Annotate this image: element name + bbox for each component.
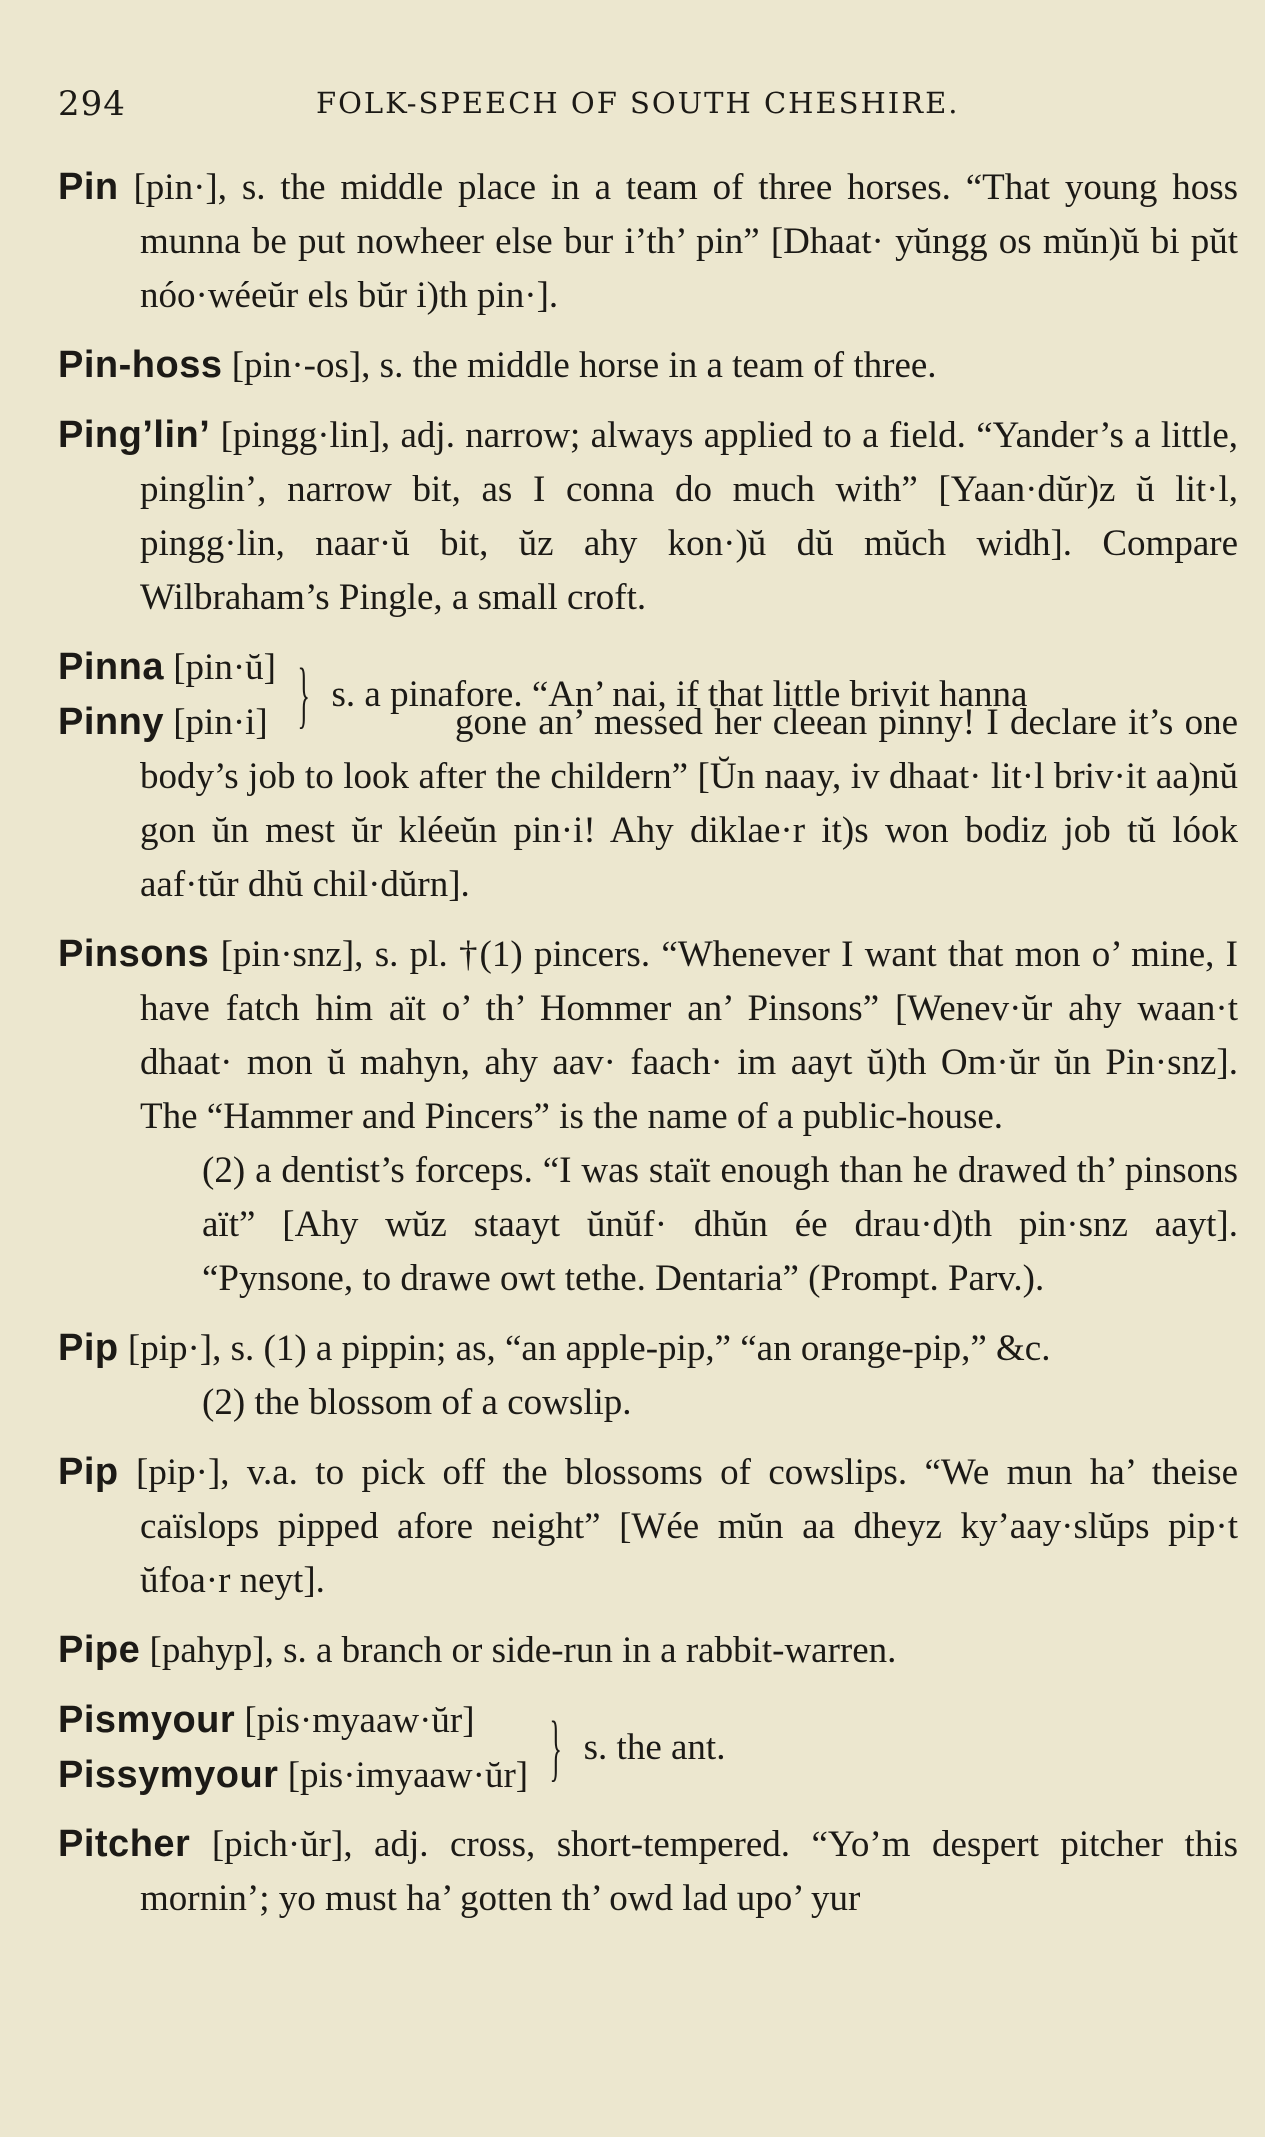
dictionary-entry xyxy=(58,1817,1238,1926)
pronunciation: [pin·i] xyxy=(173,702,268,743)
entry-text: [pahyp], s. a branch or side-run in a rabbit-warren. xyxy=(149,1630,897,1671)
dictionary-entry xyxy=(58,1321,1238,1430)
headword: Pip xyxy=(58,1451,119,1493)
brace-glyph: } xyxy=(297,654,310,736)
dictionary-entry-pair xyxy=(58,1693,1238,1803)
headword: Pin xyxy=(58,166,119,208)
entry-continuation xyxy=(58,696,1238,912)
dictionary-entry xyxy=(58,160,1238,323)
headword: Pinny xyxy=(58,701,164,743)
dictionary-entry xyxy=(58,1623,1238,1678)
pronunciation: [pin·ŭ] xyxy=(173,647,276,688)
headword: Ping’lin’ xyxy=(58,414,211,456)
entry-text: [pin·], s. the middle place in a team of three horses. “That young hoss munna be put nowheer else bur i’th’ pin” [Dhaat· yŭngg os mŭn)ŭ bi pŭt nóo·wéeŭr els bŭr i)th pin·]. xyxy=(133,167,1238,316)
entry-text: [pingg·lin], adj. narrow; always applied to a field. “Yander’s a little, pinglin’, narrow bit, as I conna do much with” [Yaan·dŭr)z ŭ lit·l, pingg·lin, naar·ŭ bit, ŭz ahy kon·)ŭ dŭ mŭch widh]. Compare Wilbraham’s Pingle, a small croft. xyxy=(140,415,1239,618)
headword: Pitcher xyxy=(58,1823,191,1865)
headword: Pismyour xyxy=(58,1699,236,1741)
entry-sense-2: (2) a dentist’s forceps. “I was staït enough than he drawed th’ pinsons aït” [Ahy wŭz staayt ŭnŭf· dhŭn ée drau·d)th pin·snz aayt]. “Pynsone, to drawe owt tethe. Dentaria” (Prompt. Parv.). xyxy=(202,1150,1238,1299)
headword: Pinsons xyxy=(58,933,210,975)
page-number: 294 xyxy=(58,84,126,124)
entry-text: s. the ant. xyxy=(583,1727,726,1768)
dictionary-entry xyxy=(58,338,1238,393)
headword: Pissymyour xyxy=(58,1754,279,1796)
entry-sense-2: (2) the blossom of a cowslip. xyxy=(202,1382,632,1423)
dictionary-entry-pair xyxy=(58,640,1238,912)
page xyxy=(58,84,1238,1941)
entry-text-line: s. a pinafore. “An’ nai, if that little brivit hanna xyxy=(331,674,1028,715)
running-title: FOLK-SPEECH OF SOUTH CHESHIRE. xyxy=(316,86,960,120)
dictionary-entry xyxy=(58,927,1238,1306)
pronunciation: [pis·imyaaw·ŭr] xyxy=(287,1755,529,1796)
entry-text: [pip·], s. (1) a pippin; as, “an apple-pip,” “an orange-pip,” &c. xyxy=(127,1328,1051,1369)
page-header xyxy=(58,84,1238,132)
dictionary-entry xyxy=(58,408,1238,625)
pronunciation: [pis·myaaw·ŭr] xyxy=(244,1700,475,1741)
headword: Pin-hoss xyxy=(58,344,223,386)
headword: Pinna xyxy=(58,646,164,688)
headword: Pipe xyxy=(58,1629,141,1671)
dictionary-entry xyxy=(58,1445,1238,1608)
entry-text: [pip·], v.a. to pick off the blossoms of cowslips. “We mun ha’ theise caïslops pipped afore neight” [Wée mŭn aa dheyz ky’aay·slŭps pip·t ŭfoa·r neyt]. xyxy=(136,1452,1239,1601)
entry-text: gone an’ messed her cleean pinny! I declare it’s one body’s job to look after the childern” [Ŭn naay, iv dhaat· lit·l briv·it aa)nŭ gon ŭn mest ŭr kléeŭn pin·i! Ahy diklae·r it)s won bodiz job tŭ lóok aaf·tŭr dhŭ chil·dŭrn]. xyxy=(140,702,1238,905)
paired-headwords xyxy=(58,1693,528,1803)
brace-glyph: } xyxy=(549,1707,563,1789)
entry-text: [pich·ŭr], adj. cross, short-tempered. “Yo’m despert pitcher this mornin’; yo must ha’ gotten th’ owd lad upo’ yur xyxy=(140,1824,1239,1919)
entry-text: [pin·snz], s. pl. †(1) pincers. “Whenever I want that mon o’ mine, I have fatch him aït o’ th’ Hommer an’ Pinsons” [Wenev·ŭr ahy waan·t dhaat· mon ŭ mahyn, ahy aav· faach· im aayt ŭ)th Om·ŭr ŭn Pin·snz]. The “Hammer and Pincers” is the name of a public-house. xyxy=(140,934,1238,1137)
entry-text: [pin·-os], s. the middle horse in a team of three. xyxy=(231,345,937,386)
headword: Pip xyxy=(58,1327,119,1369)
